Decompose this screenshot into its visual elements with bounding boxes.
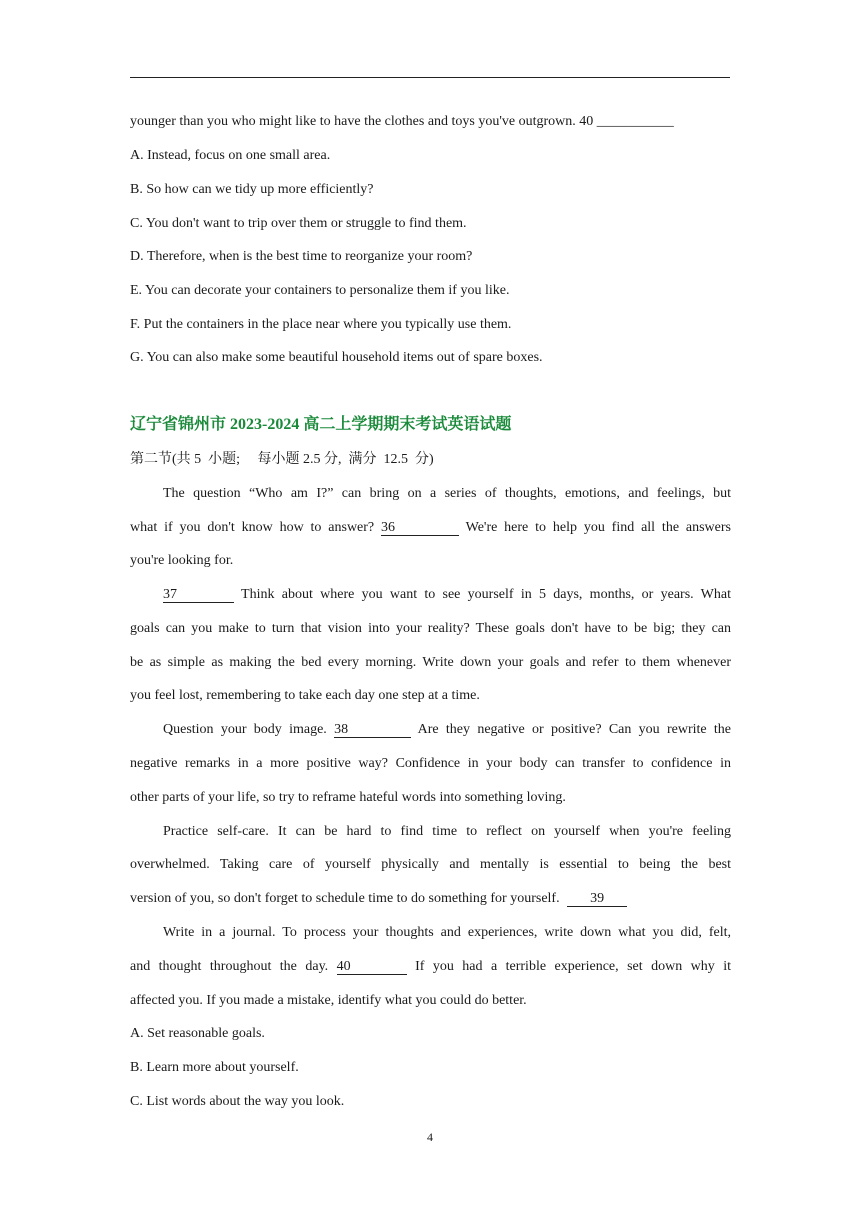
- option-c: C. List words about the way you look.: [130, 1094, 345, 1109]
- p5-line-3: affected you. If you made a mistake, identify what you could do better.: [130, 993, 527, 1008]
- prev-option-d: D. Therefore, when is the best time to reorganize your room?: [130, 249, 473, 264]
- section-instructions: 第二节(共 5 小题; 每小题 2.5 分, 满分 12.5 分): [130, 452, 434, 467]
- blank-39: 39: [567, 892, 627, 907]
- option-a: A. Set reasonable goals.: [130, 1026, 265, 1041]
- p5-line-2-before: and thought throughout the day.: [130, 959, 329, 974]
- p4-line-3-before: version of you, so don't forget to schedule time to do something for yourself.: [130, 891, 560, 906]
- prev-option-b: B. So how can we tidy up more efficiently?: [130, 182, 374, 197]
- prev-option-e: E. You can decorate your containers to personalize them if you like.: [130, 283, 510, 298]
- prev-passage-last-line: younger than you who might like to have the clothes and toys you've outgrown. 40 ___________: [130, 114, 674, 129]
- p1-line-1: The question “Who am I?” can bring on a series of thoughts, emotions, and feelings, but: [163, 486, 731, 501]
- p3-line-2: negative remarks in a more positive way? Confidence in your body can transfer to confidence in: [130, 756, 731, 771]
- p3-line-1-before: Question your body image.: [163, 722, 327, 737]
- p2-line-1-after: Think about where you want to see yourself in 5 days, months, or years. What: [241, 587, 731, 602]
- p2-line-3: be as simple as making the bed every morning. Write down your goals and refer to them whenever: [130, 655, 731, 670]
- p2-line-1: [130, 586, 731, 604]
- section-title: 辽宁省锦州市 2023-2024 高二上学期期末考试英语试题: [130, 416, 512, 433]
- p2-line-4: you feel lost, remembering to take each day one step at a time.: [130, 688, 480, 703]
- p1-line-2: [130, 519, 731, 537]
- p4-line-2: overwhelmed. Taking care of yourself physically and mentally is essential to being the best: [130, 857, 731, 872]
- p3-line-1: [130, 721, 731, 739]
- p2-line-2: goals can you make to turn that vision into your reality? These goals don't have to be big; they can: [130, 621, 731, 636]
- prev-option-f: F. Put the containers in the place near where you typically use them.: [130, 317, 512, 332]
- prev-option-g: G. You can also make some beautiful household items out of spare boxes.: [130, 350, 543, 365]
- prev-option-c: C. You don't want to trip over them or struggle to find them.: [130, 216, 467, 231]
- p5-line-2: [130, 958, 731, 976]
- page-number: 4: [427, 1130, 433, 1144]
- p1-line-2-before: what if you don't know how to answer?: [130, 520, 375, 535]
- blank-38: 38: [334, 723, 411, 738]
- p3-line-3: other parts of your life, so try to reframe hateful words into something loving.: [130, 790, 566, 805]
- blank-37: 37: [163, 588, 234, 603]
- blank-36: 36: [381, 521, 459, 536]
- blank-40: 40: [337, 960, 407, 975]
- p5-line-1: Write in a journal. To process your thoughts and experiences, write down what you did, felt,: [163, 925, 731, 940]
- p3-line-1-after: Are they negative or positive? Can you rewrite the: [417, 722, 732, 737]
- p5-line-2-after: If you had a terrible experience, set down why it: [415, 959, 731, 974]
- option-b: B. Learn more about yourself.: [130, 1060, 299, 1075]
- prev-option-a: A. Instead, focus on one small area.: [130, 148, 331, 163]
- p4-line-3: [130, 890, 731, 908]
- header-rule: [130, 77, 730, 78]
- p1-line-3: you're looking for.: [130, 553, 234, 568]
- p4-line-1: Practice self-care. It can be hard to find time to reflect on yourself when you're feeling: [163, 824, 731, 839]
- p1-line-2-after: We're here to help you find all the answers: [465, 520, 731, 535]
